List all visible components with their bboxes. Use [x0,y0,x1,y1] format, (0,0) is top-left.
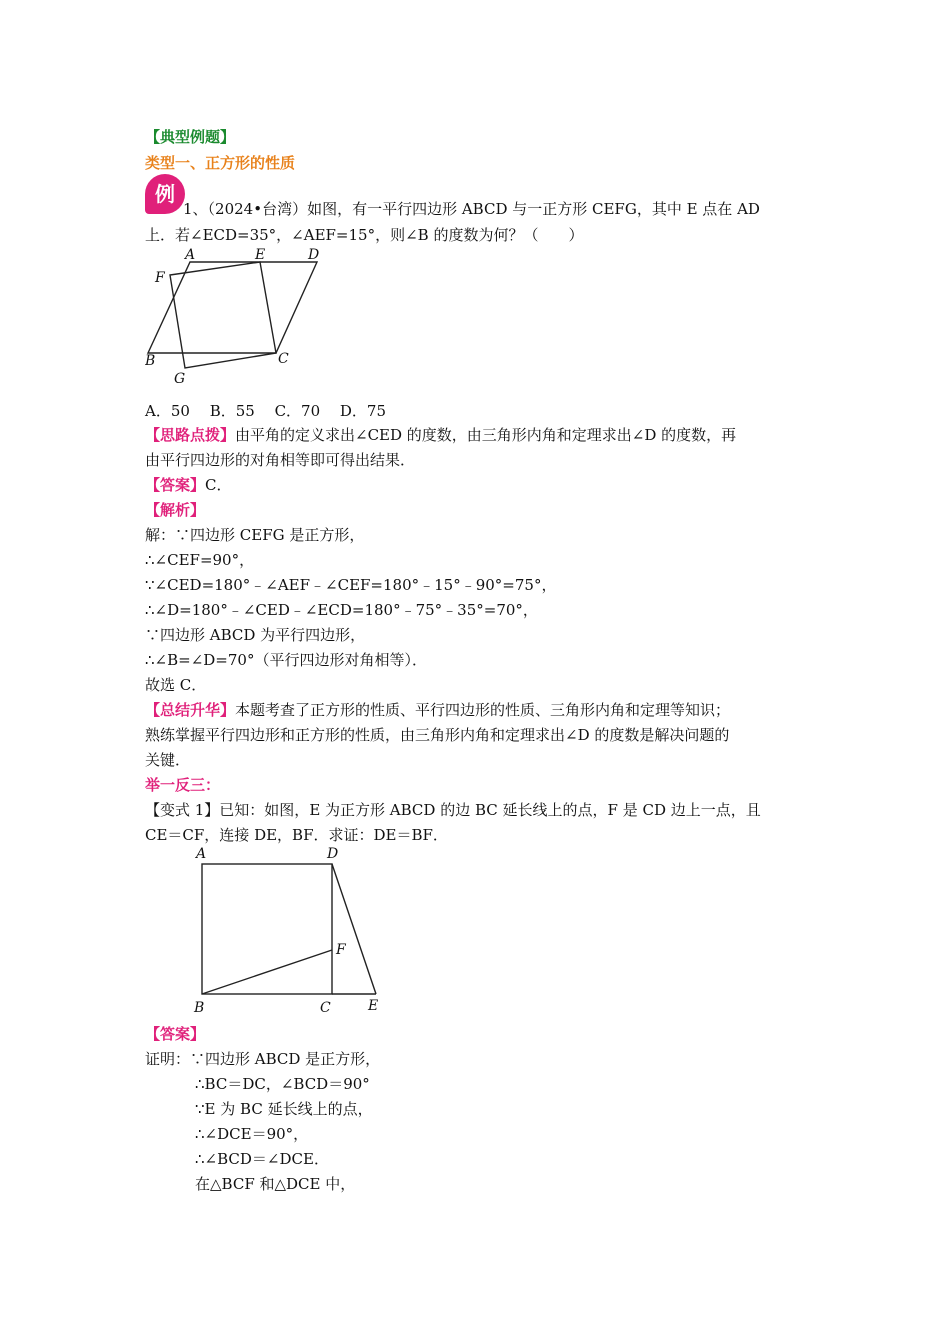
analysis-line: ∴∠B=∠D=70°（平行四边形对角相等）． [145,651,427,669]
variant1-line2: CE＝CF，连接 DE，BF．求证：DE＝BF． [145,826,448,844]
square-cefg [170,262,276,368]
label-e: E [255,247,266,263]
proof-line: ∵E 为 BC 延长线上的点， [195,1100,373,1118]
label-f: F [155,270,165,286]
answer1-text: C． [205,476,232,494]
hint-line1 [145,424,736,446]
label-g: G [174,371,186,386]
analysis-line: 解：∵四边形 CEFG 是正方形， [145,526,365,544]
analysis-line: ∴∠CEF=90°， [145,551,255,569]
square-abcd [202,864,332,994]
label-e: E [368,998,379,1014]
parallelogram-abcd [148,262,317,353]
example1-line1: 1、（2024•台湾）如图，有一平行四边形 ABCD 与一正方形 CEFG，其中 E 点在 AD [183,200,760,218]
figure-parallelogram-square [145,246,335,386]
label-a: A [196,846,207,862]
proof-line: ∴∠DCE＝90°， [195,1125,309,1143]
analysis-line: ∵四边形 ABCD 为平行四边形， [145,626,366,644]
proof-line: ∴BC＝DC，∠BCD＝90° [195,1075,370,1093]
label-b: B [194,1000,205,1016]
section-title: 【典型例题】 [145,128,236,146]
analysis-line: ∴∠D=180°﹣∠CED﹣∠ECD=180°﹣75°﹣35°=70°， [145,601,538,619]
proof-line: 在△BCF 和△DCE 中， [195,1175,356,1193]
label-f: F [336,942,346,958]
label-d: D [308,247,320,263]
summary-line3: 关键． [145,751,191,769]
example1-options: A．50 B．55 C．70 D．75 [145,402,387,420]
hint-line2: 由平行四边形的对角相等即可得出结果． [145,451,416,469]
type-title: 类型一、正方形的性质 [145,154,296,172]
summary-line1 [145,699,730,721]
summary-tag: 【总结升华】 [145,701,236,719]
example1-line2: 上．若∠ECD=35°，∠AEF=15°，则∠B 的度数为何？（ ） [145,226,584,244]
segment-bf [202,950,332,994]
answer1-tag: 【答案】 [145,476,206,494]
analysis-line: ∵∠CED=180°﹣∠AEF﹣∠CEF=180°﹣15°﹣90°=75°， [145,576,557,594]
analysis-tag: 【解析】 [145,501,206,519]
label-d: D [327,846,339,862]
label-c: C [278,351,289,367]
summary-line2: 熟练掌握平行四边形和正方形的性质，由三角形内角和定理求出∠D 的度数是解决问题的 [145,726,730,744]
figure-square-triangle [190,842,390,1017]
segment-de [332,864,376,994]
label-c: C [320,1000,331,1016]
summary-text1: 本题考查了正方形的性质、平行四边形的性质、三角形内角和定理等知识； [235,701,731,719]
hint-text1: 由平角的定义求出∠CED 的度数，由三角形内角和定理求出∠D 的度数，再 [235,426,737,444]
label-a: A [185,247,196,263]
proof-line: ∴∠BCD＝∠DCE． [195,1150,329,1168]
practice-title: 举一反三： [145,776,221,794]
variant1-line1: 【变式 1】已知：如图，E 为正方形 ABCD 的边 BC 延长线上的点，F 是 CD 边上一点，且 [145,801,761,819]
label-b: B [145,353,156,369]
hint-tag: 【思路点拨】 [145,426,236,444]
answer1 [145,474,232,496]
answer2-tag: 【答案】 [145,1025,206,1043]
analysis-line: 故选 C． [145,676,207,694]
example-badge-icon: 例 [145,174,185,214]
proof-line: 证明：∵四边形 ABCD 是正方形， [145,1050,381,1068]
